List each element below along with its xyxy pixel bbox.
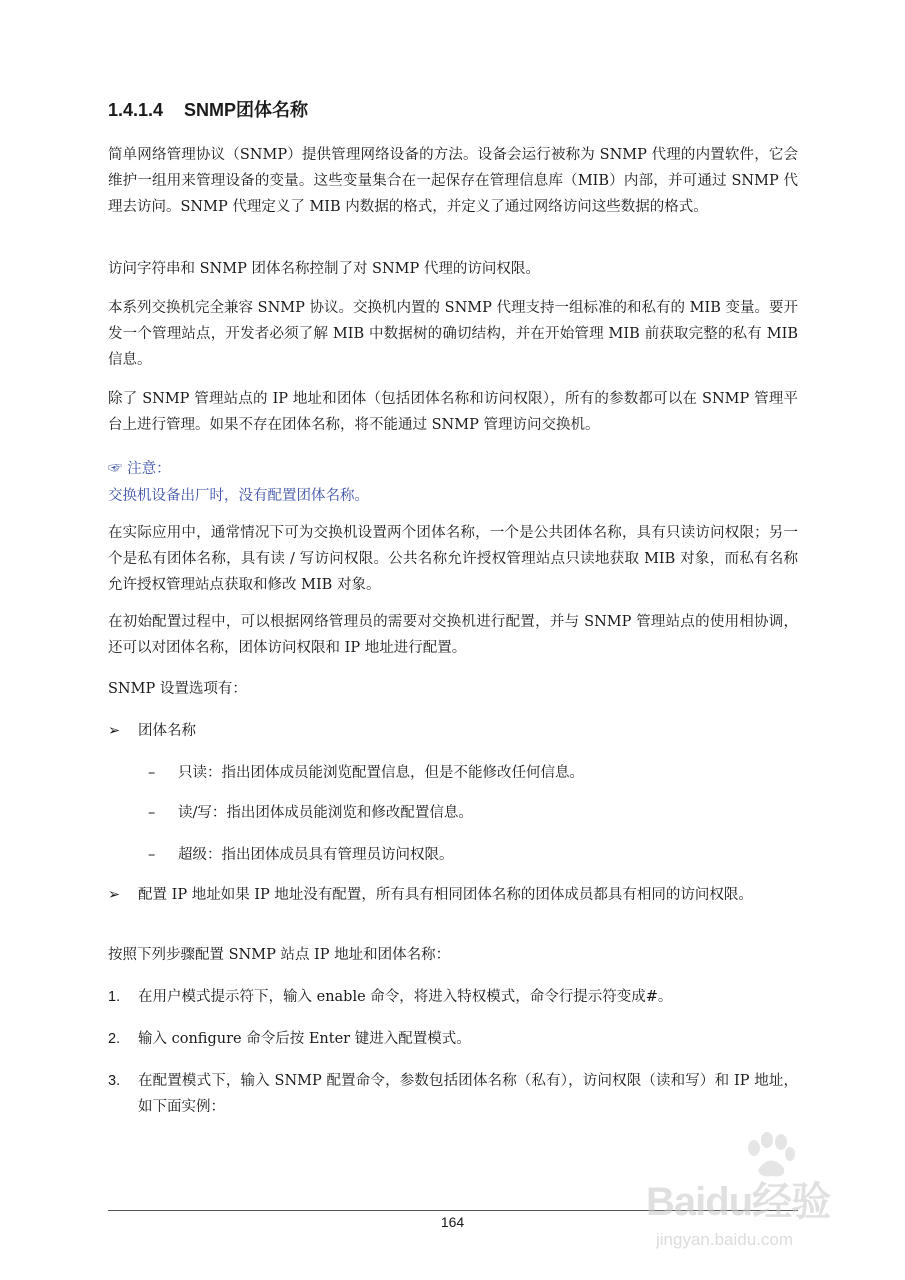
sub-option-readwrite (148, 800, 798, 826)
page-number: 164 (440, 1214, 465, 1230)
sub-option-text: 读/写：指出团体成员能浏览和修改配置信息。 (178, 805, 473, 821)
sub-option-readonly (148, 760, 798, 786)
option-label: 配置 IP 地址如果 IP 地址没有配置，所有具有相同团体名称的团体成员都具有相同的访问权限。 (138, 887, 753, 903)
sub-option-super (148, 842, 798, 868)
pointing-hand-icon: ☞ (108, 461, 123, 477)
watermark-brand: Baidu经验 (646, 1180, 831, 1224)
baidu-watermark (640, 1150, 835, 1270)
dash-bullet-icon: – (148, 765, 156, 781)
section-number: 1.4.1.4 (108, 100, 164, 120)
step-3 (108, 1068, 798, 1120)
watermark-url: jingyan.baidu.com (656, 1230, 794, 1249)
step-text: 在配置模式下，输入 SNMP 配置命令，参数包括团体名称（私有），访问权限（读和写）和 IP 地址，如下面实例： (138, 1073, 798, 1115)
dash-bullet-icon: – (148, 847, 156, 863)
section-title: SNMP团体名称 (184, 100, 309, 120)
arrow-bullet-icon: ➢ (108, 723, 121, 739)
paragraph-management: 除了 SNMP 管理站点的 IP 地址和团体（包括团体名称和访问权限），所有的参数都可以在 SNMP 管理平台上进行管理。如果不存在团体名称，将不能通过 SNMP 管理访问交换机。 (108, 391, 798, 433)
step-number: 2. (108, 1031, 121, 1047)
note-heading (108, 457, 171, 478)
paragraph-snmp-intro: 简单网络管理协议（SNMP）提供管理网络设备的方法。设备会运行被称为 SNMP 代理的内置软件，它会维护一组用来管理设备的变量。这些变量集合在一起保存在管理信息库（MIB）内部，并可通过 SNMP 代理去访问。SNMP 代理定义了 MIB 内数据的格式，并定义了通过网络访问这些数据的格式。 (108, 147, 798, 215)
option-label: 团体名称 (138, 723, 196, 739)
paragraph-access-strings: 访问字符串和 SNMP 团体名称控制了对 SNMP 代理的访问权限。 (108, 261, 540, 277)
step-text: 输入 configure 命令后按 Enter 键进入配置模式。 (138, 1031, 471, 1047)
section-heading (108, 96, 308, 122)
dash-bullet-icon: – (148, 805, 156, 821)
paragraph-options-intro: SNMP 设置选项有： (108, 681, 247, 697)
sub-option-text: 超级：指出团体成员具有管理员访问权限。 (178, 847, 454, 863)
option-ip-address (108, 882, 798, 934)
step-text: 在用户模式提示符下，输入 enable 命令，将进入特权模式，命令行提示符变成#。 (138, 989, 673, 1005)
step-number: 3. (108, 1073, 121, 1089)
step-2 (108, 1026, 798, 1052)
paragraph-initial-config: 在初始配置过程中，可以根据网络管理员的需要对交换机进行配置，并与 SNMP 管理站点的使用相协调，还可以对团体名称，团体访问权限和 IP 地址进行配置。 (108, 614, 798, 656)
step-1 (108, 984, 798, 1010)
option-community-name (108, 718, 798, 744)
paragraph-steps-intro: 按照下列步骤配置 SNMP 站点 IP 地址和团体名称： (108, 947, 451, 963)
arrow-bullet-icon: ➢ (108, 887, 121, 903)
paragraph-two-communities: 在实际应用中，通常情况下可为交换机设置两个团体名称，一个是公共团体名称，具有只读访问权限；另一个是私有团体名称，具有读 / 写访问权限。公共名称允许授权管理站点只读地获取 MIB 对象，而私有名称允许授权管理站点获取和修改 MIB 对象。 (108, 525, 798, 593)
note-text: 交换机设备出厂时，没有配置团体名称。 (108, 488, 369, 504)
step-number: 1. (108, 989, 121, 1005)
sub-option-text: 只读：指出团体成员能浏览配置信息，但是不能修改任何信息。 (178, 765, 584, 781)
paragraph-compatibility: 本系列交换机完全兼容 SNMP 协议。交换机内置的 SNMP 代理支持一组标准的和私有的 MIB 变量。要开发一个管理站点，开发者必须了解 MIB 中数据树的确切结构，并在开始管理 MIB 前获取完整的私有 MIB 信息。 (108, 300, 798, 368)
note-title: 注意： (127, 461, 171, 477)
